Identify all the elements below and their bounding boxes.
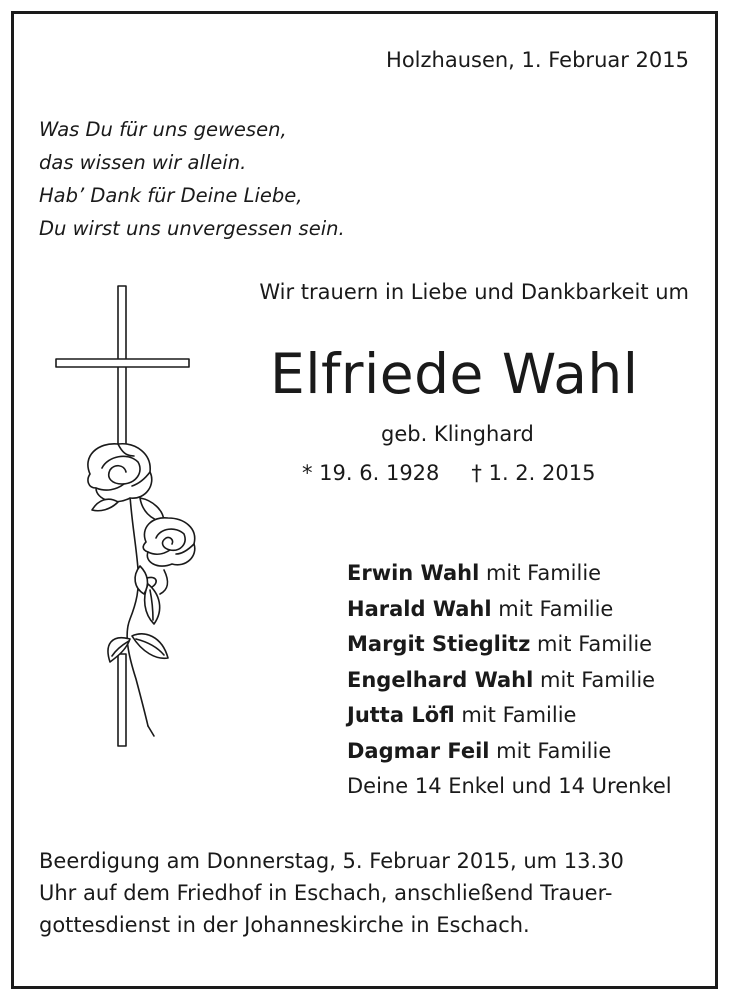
intro-text: Wir trauern in Liebe und Dankbarkeit um [259,280,689,304]
funeral-line: Uhr auf dem Friedhof in Eschach, anschließend Trauer- [39,881,613,905]
mourner-name: Engelhard Wahl [347,667,534,692]
mourner-name: Jutta Löfl [347,703,455,727]
cross-with-roses-icon [52,284,202,754]
mourner-suffix: mit Familie [479,561,602,585]
mourners-list [347,556,672,805]
mourner-suffix: mit Familie [489,738,612,763]
life-dates [302,461,595,485]
mourner-suffix: mit Familie [530,632,653,656]
poem-line: das wissen wir allein. [39,151,247,174]
place-date: Holzhausen, 1. Februar 2015 [386,48,689,72]
mourner-name: Dagmar Feil [347,738,490,763]
mourner-row [347,734,672,770]
funeral-line: gottesdienst in der Johanneskirche in Eschach. [39,913,530,937]
mourner-name: Harald Wahl [347,596,492,621]
birth-date: * 19. 6. 1928 [302,461,440,485]
grandchildren-line: Deine 14 Enkel und 14 Urenkel [347,774,672,798]
mourner-row [347,627,672,663]
mourner-row [347,556,672,592]
poem-line: Was Du für uns gewesen, [39,118,287,141]
mourner-row [347,698,672,734]
obituary-notice [11,11,718,989]
poem-line: Du wirst uns unvergessen sein. [39,217,345,240]
deceased-name: Elfriede Wahl [270,342,639,406]
poem-line: Hab’ Dank für Deine Liebe, [39,184,303,207]
mourner-suffix: mit Familie [491,596,614,621]
maiden-name: geb. Klinghard [381,422,534,446]
mourner-name: Margit Stieglitz [347,632,531,656]
poem [39,113,345,245]
mourner-name: Erwin Wahl [347,561,480,585]
mourner-row [347,663,672,699]
death-date: † 1. 2. 2015 [471,461,596,485]
funeral-line: Beerdigung am Donnerstag, 5. Februar 2015, um 13.30 [39,849,624,873]
funeral-details [39,845,689,941]
mourner-suffix: mit Familie [533,667,656,692]
mourner-suffix: mit Familie [454,703,577,727]
mourner-row [347,592,672,628]
